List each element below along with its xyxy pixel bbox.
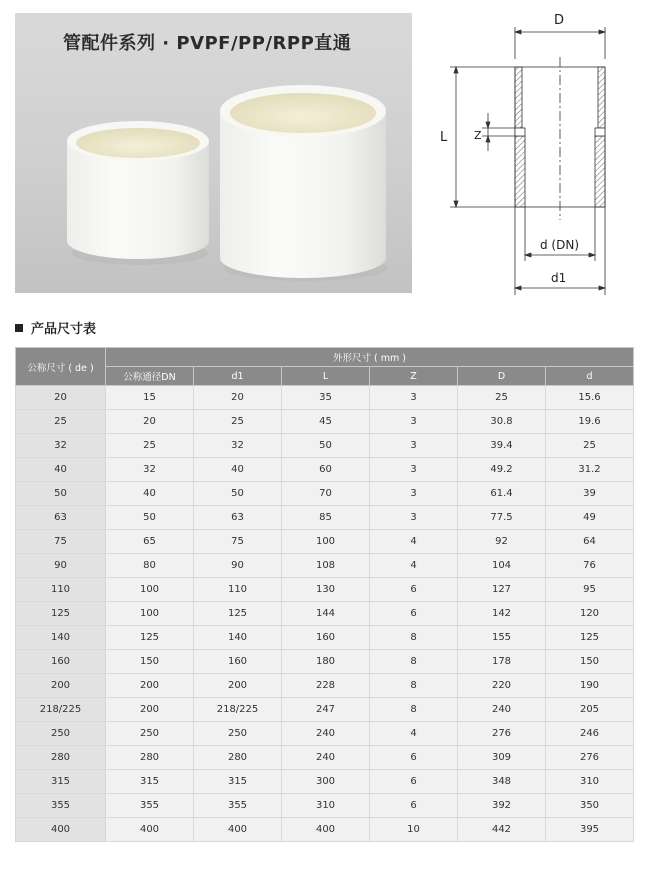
table-cell: 100 [106, 578, 194, 602]
table-cell: 92 [458, 530, 546, 554]
table-cell: 127 [458, 578, 546, 602]
column-header: 公称通径DN [106, 367, 194, 386]
table-cell: 32 [106, 458, 194, 482]
table-cell: 6 [370, 602, 458, 626]
label-length: L [440, 130, 448, 145]
table-cell: 75 [16, 530, 106, 554]
table-cell: 25 [458, 386, 546, 410]
table-row [16, 386, 634, 410]
table-row [16, 530, 634, 554]
header-dimensions: 外形尺寸 ( mm ) [106, 348, 634, 367]
table-cell: 32 [16, 434, 106, 458]
table-cell: 200 [16, 674, 106, 698]
table-cell: 100 [106, 602, 194, 626]
table-cell: 110 [194, 578, 282, 602]
section-header [15, 318, 96, 337]
table-cell: 50 [106, 506, 194, 530]
table-cell: 6 [370, 578, 458, 602]
table-cell: 130 [282, 578, 370, 602]
table-cell: 20 [106, 410, 194, 434]
table-cell: 6 [370, 746, 458, 770]
table-row [16, 482, 634, 506]
table-cell: 85 [282, 506, 370, 530]
table-cell: 39.4 [458, 434, 546, 458]
pipe-coupling-photo [15, 13, 412, 293]
table-cell: 355 [16, 794, 106, 818]
table-row [16, 722, 634, 746]
table-row [16, 434, 634, 458]
table-cell: 64 [546, 530, 634, 554]
table-cell: 19.6 [546, 410, 634, 434]
table-cell: 280 [106, 746, 194, 770]
table-cell: 150 [546, 650, 634, 674]
table-cell: 315 [106, 770, 194, 794]
table-cell: 276 [546, 746, 634, 770]
table-cell: 3 [370, 482, 458, 506]
label-d1: d1 [551, 271, 567, 285]
column-header: d1 [194, 367, 282, 386]
table-cell: 25 [16, 410, 106, 434]
table-cell: 246 [546, 722, 634, 746]
table-cell: 4 [370, 554, 458, 578]
table-cell: 30.8 [458, 410, 546, 434]
table-cell: 240 [282, 722, 370, 746]
table-cell: 6 [370, 770, 458, 794]
table-cell: 75 [194, 530, 282, 554]
table-cell: 125 [194, 602, 282, 626]
table-cell: 240 [458, 698, 546, 722]
table-cell: 140 [194, 626, 282, 650]
table-cell: 178 [458, 650, 546, 674]
square-bullet-icon [15, 324, 23, 332]
table-cell: 442 [458, 818, 546, 842]
table-cell: 50 [16, 482, 106, 506]
table-cell: 250 [194, 722, 282, 746]
table-cell: 95 [546, 578, 634, 602]
section-title: 产品尺寸表 [31, 322, 97, 337]
table-cell: 355 [194, 794, 282, 818]
table-cell: 6 [370, 794, 458, 818]
table-cell: 205 [546, 698, 634, 722]
table-cell: 10 [370, 818, 458, 842]
table-cell: 8 [370, 650, 458, 674]
table-cell: 32 [194, 434, 282, 458]
table-cell: 155 [458, 626, 546, 650]
table-row [16, 794, 634, 818]
table-cell: 395 [546, 818, 634, 842]
table-cell: 90 [16, 554, 106, 578]
table-cell: 3 [370, 506, 458, 530]
table-row [16, 602, 634, 626]
table-cell: 280 [16, 746, 106, 770]
table-row [16, 770, 634, 794]
table-cell: 200 [106, 674, 194, 698]
table-cell: 49.2 [458, 458, 546, 482]
table-cell: 140 [16, 626, 106, 650]
table-cell: 400 [194, 818, 282, 842]
coupling-dimension-diagram [422, 5, 642, 300]
table-cell: 400 [106, 818, 194, 842]
table-row [16, 506, 634, 530]
table-cell: 250 [106, 722, 194, 746]
table-cell: 220 [458, 674, 546, 698]
table-cell: 190 [546, 674, 634, 698]
product-title: 管配件系列 · PVPF/PP/RPP直通 [63, 33, 352, 54]
header-nominal-size: 公称尺寸 ( de ) [16, 348, 106, 386]
column-header: d [546, 367, 634, 386]
table-cell: 70 [282, 482, 370, 506]
table-cell: 110 [16, 578, 106, 602]
table-cell: 40 [106, 482, 194, 506]
table-cell: 8 [370, 626, 458, 650]
table-row [16, 746, 634, 770]
table-row [16, 626, 634, 650]
table-cell: 200 [106, 698, 194, 722]
table-cell: 40 [16, 458, 106, 482]
table-cell: 218/225 [16, 698, 106, 722]
product-photo-panel [15, 13, 412, 293]
table-cell: 8 [370, 698, 458, 722]
table-row [16, 698, 634, 722]
table-cell: 15 [106, 386, 194, 410]
table-cell: 39 [546, 482, 634, 506]
table-cell: 63 [16, 506, 106, 530]
table-cell: 309 [458, 746, 546, 770]
table-cell: 3 [370, 386, 458, 410]
table-cell: 240 [282, 746, 370, 770]
table-cell: 315 [194, 770, 282, 794]
table-cell: 350 [546, 794, 634, 818]
table-row [16, 578, 634, 602]
table-cell: 228 [282, 674, 370, 698]
table-cell: 400 [16, 818, 106, 842]
table-cell: 49 [546, 506, 634, 530]
table-cell: 63 [194, 506, 282, 530]
table-cell: 160 [282, 626, 370, 650]
table-cell: 315 [16, 770, 106, 794]
table-row [16, 554, 634, 578]
table-cell: 150 [106, 650, 194, 674]
column-header: L [282, 367, 370, 386]
table-cell: 180 [282, 650, 370, 674]
table-cell: 160 [194, 650, 282, 674]
table-cell: 4 [370, 722, 458, 746]
table-cell: 50 [282, 434, 370, 458]
table-cell: 355 [106, 794, 194, 818]
table-cell: 310 [282, 794, 370, 818]
table-cell: 20 [16, 386, 106, 410]
table-cell: 200 [194, 674, 282, 698]
table-row [16, 458, 634, 482]
table-cell: 77.5 [458, 506, 546, 530]
table-cell: 80 [106, 554, 194, 578]
table-row [16, 410, 634, 434]
table-cell: 108 [282, 554, 370, 578]
table-cell: 300 [282, 770, 370, 794]
table-body [16, 386, 634, 842]
label-d-outer: D [554, 13, 565, 28]
column-header: D [458, 367, 546, 386]
label-z: Z [474, 129, 482, 142]
table-cell: 15.6 [546, 386, 634, 410]
table-cell: 218/225 [194, 698, 282, 722]
table-cell: 60 [282, 458, 370, 482]
table-cell: 4 [370, 530, 458, 554]
table-cell: 50 [194, 482, 282, 506]
table-cell: 25 [194, 410, 282, 434]
table-cell: 76 [546, 554, 634, 578]
table-cell: 25 [546, 434, 634, 458]
table-header-row-columns [16, 367, 634, 386]
table-cell: 45 [282, 410, 370, 434]
table-cell: 90 [194, 554, 282, 578]
table-cell: 144 [282, 602, 370, 626]
table-cell: 20 [194, 386, 282, 410]
table-cell: 25 [106, 434, 194, 458]
table-cell: 65 [106, 530, 194, 554]
table-cell: 3 [370, 410, 458, 434]
table-row [16, 818, 634, 842]
table-cell: 40 [194, 458, 282, 482]
table-cell: 250 [16, 722, 106, 746]
table-cell: 3 [370, 434, 458, 458]
table-cell: 247 [282, 698, 370, 722]
table-cell: 35 [282, 386, 370, 410]
table-cell: 125 [16, 602, 106, 626]
table-cell: 100 [282, 530, 370, 554]
table-cell: 400 [282, 818, 370, 842]
table-cell: 3 [370, 458, 458, 482]
table-cell: 280 [194, 746, 282, 770]
table-cell: 61.4 [458, 482, 546, 506]
label-d-dn: d (DN) [540, 238, 580, 252]
table-cell: 8 [370, 674, 458, 698]
table-cell: 31.2 [546, 458, 634, 482]
table-cell: 276 [458, 722, 546, 746]
table-cell: 348 [458, 770, 546, 794]
table-cell: 392 [458, 794, 546, 818]
dimension-table [15, 347, 634, 842]
table-header-row-group [16, 348, 634, 367]
table-row [16, 650, 634, 674]
table-cell: 142 [458, 602, 546, 626]
table-cell: 125 [546, 626, 634, 650]
table-cell: 120 [546, 602, 634, 626]
table-row [16, 674, 634, 698]
table-cell: 160 [16, 650, 106, 674]
column-header: Z [370, 367, 458, 386]
table-cell: 125 [106, 626, 194, 650]
table-cell: 310 [546, 770, 634, 794]
table-cell: 104 [458, 554, 546, 578]
